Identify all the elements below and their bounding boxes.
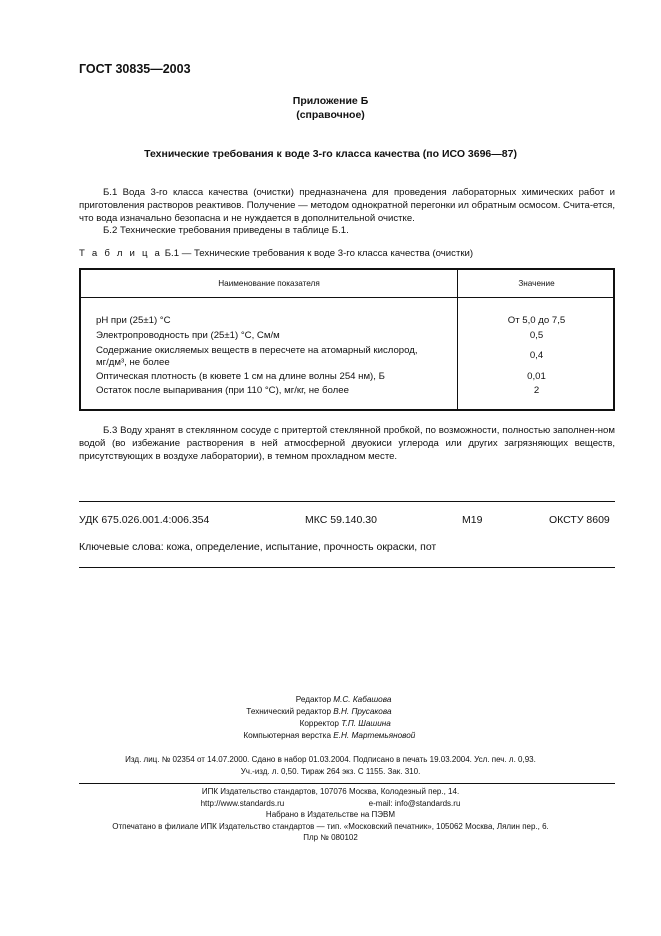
table-header-name: Наименование показателя <box>218 279 320 288</box>
table-row-name: Электропроводность при (25±1) °С, См/м <box>96 330 280 341</box>
paragraph-b2 <box>79 224 615 237</box>
okstu-code: ОКСТУ 8609 <box>549 514 610 526</box>
website-link[interactable]: http://www.standards.ru <box>200 798 285 808</box>
imprint-line: Отпечатано в филиале ИПК Издательство стандартов — тип. «Московский печатник», 105062 Москва, Лялин пер., 6. <box>112 821 549 831</box>
table-row-name-continued: мг/дм³, не более <box>96 357 170 368</box>
credit-person: Е.Н. Мартемьяновой <box>333 731 416 740</box>
paragraph-b1-text: Б.1 Вода 3-го класса качества (очистки) предназначена для проведения лабораторных химических работ и приготовления растворов реактивов. Получение — методом однократной перегонки ил обратным осмосом. Счита-ется, что вода изначально безопасна и не нуждается в дополнительной очистке. <box>79 187 615 224</box>
table-caption <box>79 248 473 259</box>
credit-person: М.С. Кабашова <box>333 695 392 704</box>
divider-imprint <box>79 783 615 784</box>
imprint-contacts <box>0 798 661 810</box>
email-link[interactable]: e-mail: info@standards.ru <box>368 798 461 808</box>
imprint-line: Плр № 080102 <box>303 833 358 842</box>
table-header-divider <box>81 297 613 298</box>
publication-info <box>0 754 661 777</box>
credit-role: Технический редактор <box>246 707 331 716</box>
credit-person: В.Н. Прусакова <box>333 707 392 716</box>
divider-bottom <box>79 567 615 568</box>
credit-person: Т.П. Шашина <box>341 719 391 728</box>
table-row-value: 0,4 <box>529 350 544 361</box>
section-title: Технические требования к воде 3-го класса качества (по ИСО 3696—87) <box>144 148 517 160</box>
imprint-line: ИПК Издательство стандартов, 107076 Москва, Колодезный пер., 14. <box>201 787 460 796</box>
paragraph-b3 <box>79 424 615 463</box>
credit-proofreader <box>0 719 661 728</box>
udk-code: УДК 675.026.001.4:006.354 <box>79 514 210 526</box>
requirements-table <box>79 268 615 411</box>
table-caption-prefix: Т а б л и ц а <box>79 248 163 259</box>
table-row-value: От 5,0 до 7,5 <box>507 315 566 326</box>
table-row-value: 0,01 <box>527 371 546 382</box>
table-row-name: Остаток после выпаривания (при 110 °С), мг/кг, не более <box>96 385 349 396</box>
credit-role: Компьютерная верстка <box>243 731 331 740</box>
divider-top <box>79 501 615 502</box>
appendix-heading <box>0 94 661 122</box>
table-header-value: Значение <box>518 279 555 288</box>
paragraph-b2-text: Б.2 Технические требования приведены в таблице Б.1. <box>103 225 349 236</box>
paragraph-b3-text: Б.3 Воду хранят в стеклянном сосуде с притертой стеклянной пробкой, по возможности, полностью заполнен-ном водой (во избежание растворения в ней атмосферной двуокиси углерода или других загрязняющих веществ, присутствующих в воздухе лаборатории), в темном прохладном месте. <box>79 425 615 462</box>
document-code: ГОСТ 30835—2003 <box>79 62 191 76</box>
credit-layout <box>0 731 661 740</box>
mks-code: МКС 59.140.30 <box>305 514 377 526</box>
publication-line: Изд. лиц. № 02354 от 14.07.2000. Сдано в набор 01.03.2004. Подписано в печать 19.03.2004. Усл. печ. л. 0,93. <box>125 755 536 764</box>
table-row-value: 2 <box>533 385 540 396</box>
credit-editor <box>0 695 661 704</box>
table-row-name: Содержание окисляемых веществ в пересчете на атомарный кислород, <box>96 345 418 356</box>
appendix-title: Приложение Б <box>292 95 369 107</box>
table-row-value: 0,5 <box>529 330 544 341</box>
credit-role: Редактор <box>295 695 331 704</box>
table-row-name: pH при (25±1) °С <box>96 315 171 326</box>
imprint-line: Набрано в Издательстве на ПЭВМ <box>265 810 396 819</box>
keywords: Ключевые слова: кожа, определение, испытание, прочность окраски, пот <box>79 541 437 553</box>
credit-tech-editor <box>0 707 661 716</box>
table-caption-text: Б.1 — Технические требования к воде 3-го класса качества (очистки) <box>164 248 474 259</box>
credit-role: Корректор <box>299 719 339 728</box>
paragraph-b1 <box>79 186 615 225</box>
table-row-name: Оптическая плотность (в кювете 1 см на длине волны 254 нм), Б <box>96 371 385 382</box>
appendix-subtitle: (справочное) <box>296 109 365 121</box>
publisher-imprint <box>0 786 661 844</box>
publication-line: Уч.-изд. л. 0,50. Тираж 264 экз. С 1155. Зак. 310. <box>240 766 421 776</box>
group-code: M19 <box>462 514 483 526</box>
